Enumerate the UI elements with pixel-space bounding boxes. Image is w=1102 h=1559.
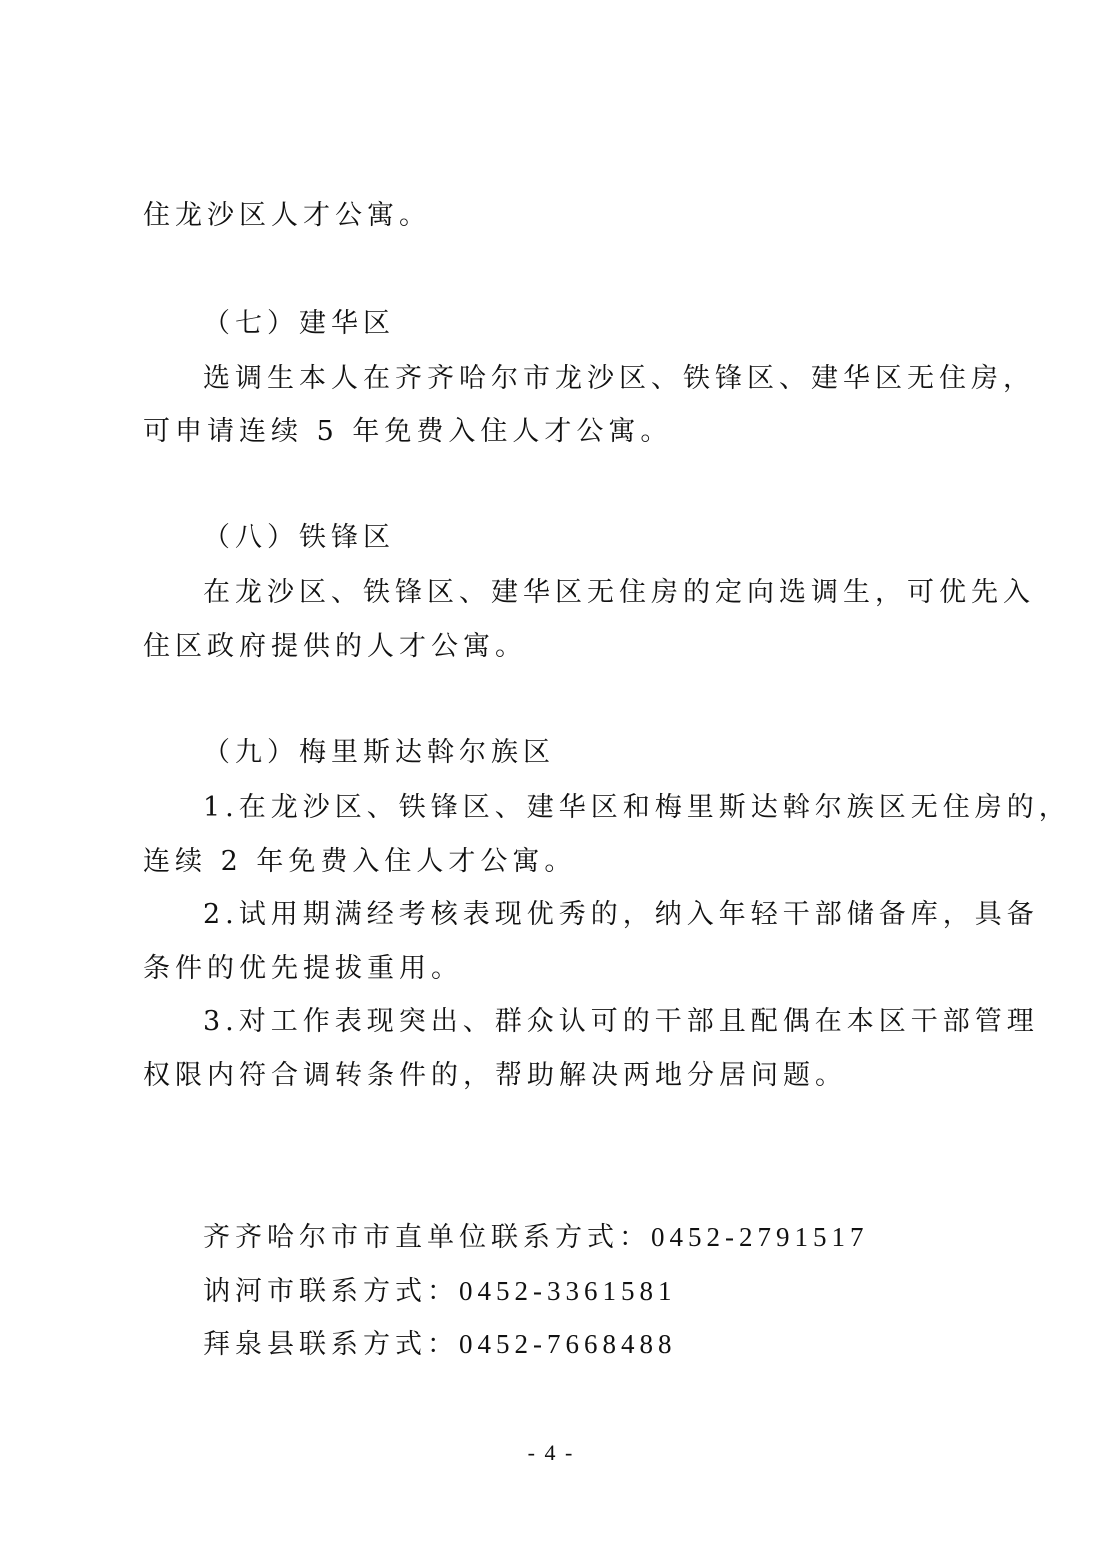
section-heading-tiefeng: （八）铁锋区 <box>203 522 395 553</box>
paragraph-line: 选调生本人在齐齐哈尔市龙沙区、铁锋区、建华区无住房， <box>203 363 1035 394</box>
paragraph-line: 3.对工作表现突出、群众认可的干部且配偶在本区干部管理 <box>203 1006 1039 1037</box>
section-heading-meilisi: （九）梅里斯达斡尔族区 <box>203 737 555 768</box>
contact-nehe: 讷河市联系方式：0452-3361581 <box>203 1276 677 1306</box>
paragraph-line: 住龙沙区人才公寓。 <box>143 200 431 231</box>
paragraph-line: 2.试用期满经考核表现优秀的，纳入年轻干部储备库，具备 <box>203 899 1039 930</box>
paragraph-line: 在龙沙区、铁锋区、建华区无住房的定向选调生，可优先入 <box>203 577 1035 608</box>
paragraph-line: 权限内符合调转条件的，帮助解决两地分居问题。 <box>143 1060 847 1091</box>
page-number: - 4 - <box>527 1440 575 1465</box>
section-heading-jianhua: （七）建华区 <box>203 308 395 339</box>
paragraph-line: 可申请连续 5 年免费入住人才公寓。 <box>143 416 673 447</box>
paragraph-line: 条件的优先提拔重用。 <box>143 953 463 984</box>
paragraph-line: 连续 2 年免费入住人才公寓。 <box>143 846 577 877</box>
paragraph-line: 住区政府提供的人才公寓。 <box>143 631 527 662</box>
contact-qiqihar: 齐齐哈尔市市直单位联系方式：0452-2791517 <box>203 1222 869 1252</box>
paragraph-line: 1.在龙沙区、铁锋区、建华区和梅里斯达斡尔族区无住房的， <box>203 792 1071 823</box>
contact-baiquan: 拜泉县联系方式：0452-7668488 <box>203 1329 677 1359</box>
